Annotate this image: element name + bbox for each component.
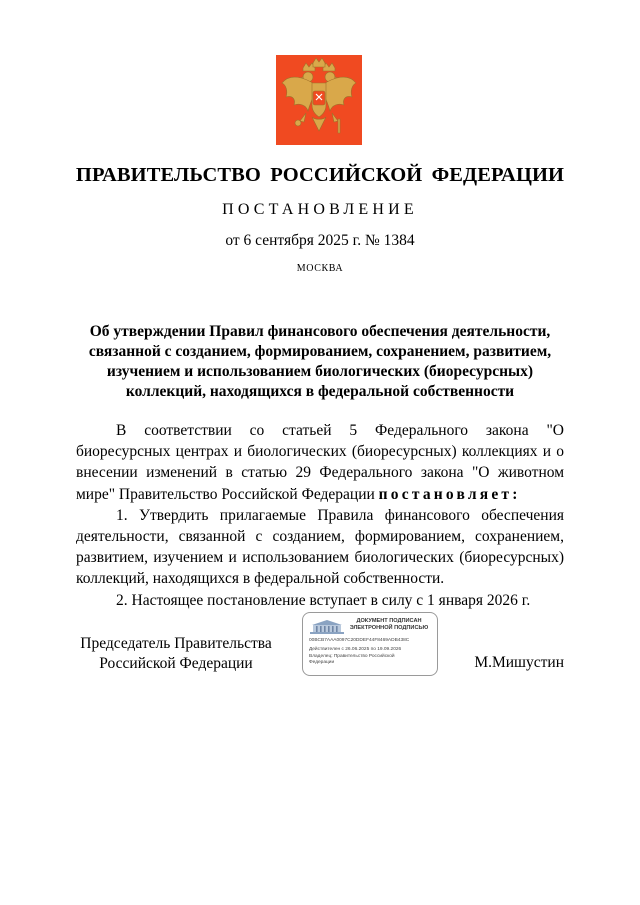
- decree-word: постановляет:: [378, 485, 521, 503]
- stamp-validity: Действителен с 26.06.2025 по 19.09.2026: [309, 647, 402, 652]
- document-body: [76, 420, 564, 611]
- subject-line: коллекций, находящихся в федеральной собственности: [125, 383, 515, 400]
- electronic-signature-stamp: [302, 612, 438, 676]
- subject-line: изучением и использованием биологических (биоресурсных): [106, 363, 534, 380]
- stamp-heading-line: ЭЛЕКТРОННОЙ ПОДПИСЬЮ: [349, 625, 429, 631]
- signatory-position: [76, 634, 276, 674]
- signatory-position-line: Российской Федерации: [99, 655, 253, 672]
- signatory-name: М.Мишустин: [474, 654, 564, 671]
- stamp-owner: Владелец: Правительство Российской: [309, 654, 395, 659]
- building-icon: [309, 619, 345, 635]
- signatory-position-line: Председатель Правительства: [80, 635, 272, 652]
- preamble-paragraph: [76, 420, 564, 505]
- subject-line: связанной с созданием, формированием, сохранением, развитием,: [88, 343, 552, 360]
- stamp-heading: [345, 618, 433, 632]
- document-city: МОСКВА: [296, 263, 344, 274]
- stamp-heading-line: ДОКУМЕНТ ПОДПИСАН: [356, 618, 422, 624]
- document-type: ПОСТАНОВЛЕНИЕ: [222, 201, 418, 218]
- coat-of-arms-icon: [276, 55, 362, 145]
- decree-item-1: 1. Утвердить прилагаемые Правила финансового обеспечения деятельности, связанной с созданием, формированием, сохранением, развитием, изучением и использованием биологических (биоресурсных) коллекций, находящихся в федеральной собственности.: [76, 506, 564, 588]
- stamp-owner: Федерации: [309, 660, 335, 665]
- subject-line: Об утверждении Правил финансового обеспечения деятельности,: [89, 323, 551, 340]
- document-subject: [82, 322, 558, 402]
- document-date-number: от 6 сентября 2025 г. № 1384: [225, 232, 415, 249]
- preamble-text: В соответствии со статьей 5 Федерального закона "О биоресурсных центрах и биологических (биоресурсных) коллекциях и о внесении изменений в статью 29 Федерального закона "О животном мире" Правительство Российской Федерации: [76, 422, 564, 503]
- stamp-certificate: 00BCB7AAA0097C20DDEF44F8469ADB438C: [309, 638, 410, 643]
- decree-item-2: 2. Настоящее постановление вступает в силу с 1 января 2026 г.: [116, 591, 531, 609]
- government-title: ПРАВИТЕЛЬСТВО РОССИЙСКОЙ ФЕДЕРАЦИИ: [75, 164, 565, 186]
